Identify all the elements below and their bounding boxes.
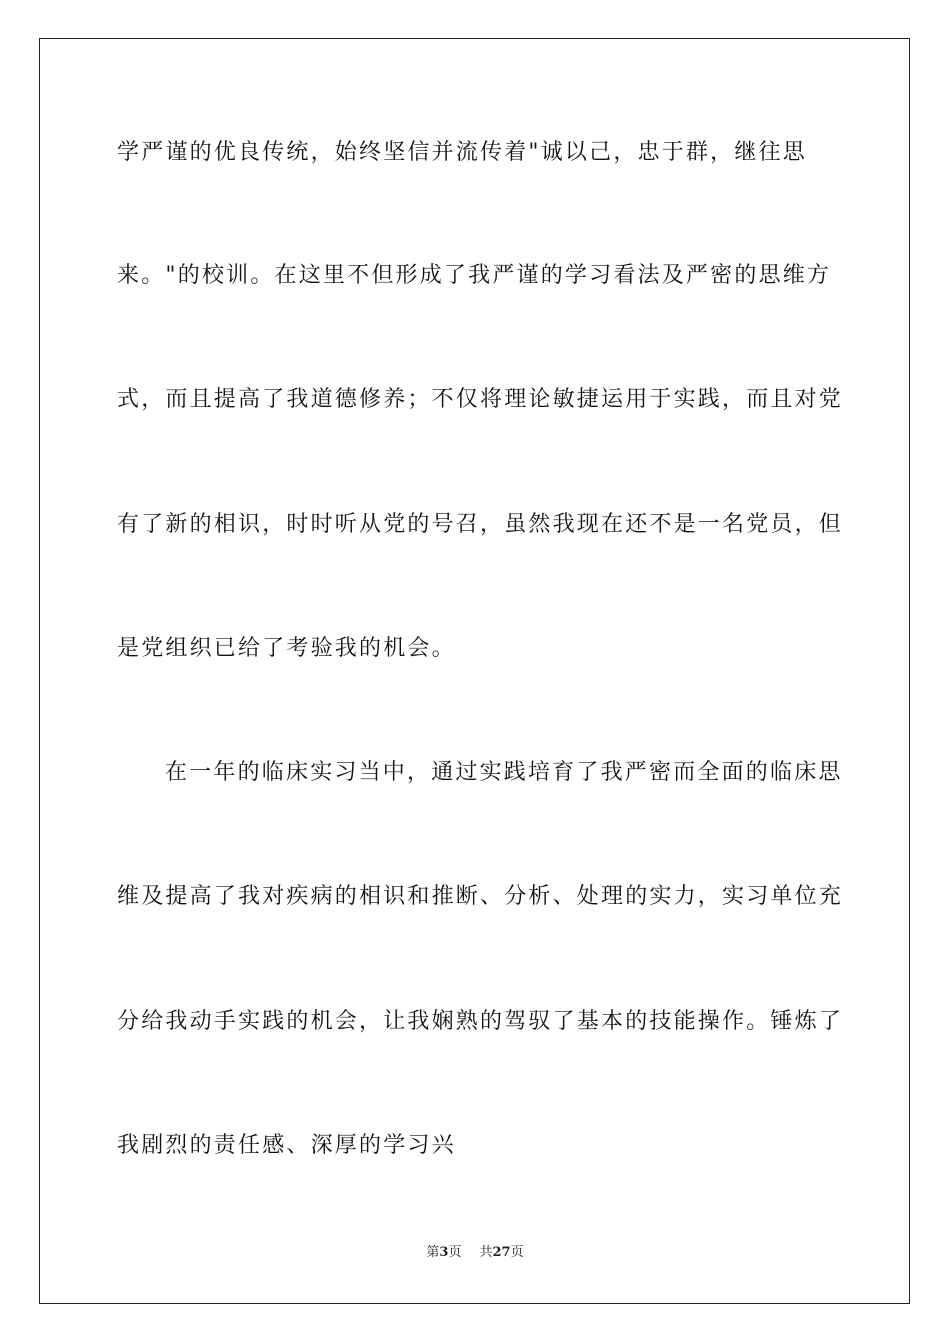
footer-total-pages: 27 xyxy=(492,1245,511,1260)
body-text-line-9: 我剧烈的责任感、深厚的学习兴 xyxy=(117,1133,456,1158)
page-footer xyxy=(0,1244,950,1262)
body-text-line-1: 学严谨的优良传统，始终坚信并流传着"诚以己，忠于群，继往思 xyxy=(117,140,807,165)
body-text-line-8: 分给我动手实践的机会，让我娴熟的驾驭了基本的技能操作。锤炼了 xyxy=(117,1009,844,1034)
footer-page-prefix: 第 xyxy=(426,1245,440,1260)
footer-total-prefix: 共 xyxy=(479,1245,493,1260)
page-border xyxy=(39,38,910,1304)
body-text-line-5: 是党组织已给了考验我的机会。 xyxy=(117,636,456,661)
body-text-line-6: 在一年的临床实习当中，通过实践培育了我严密而全面的临床思 xyxy=(165,760,843,785)
footer-page-suffix: 页 xyxy=(448,1245,462,1260)
body-text-line-4: 有了新的相识，时时听从党的号召，虽然我现在还不是一名党员，但 xyxy=(117,512,844,537)
body-text-line-2: 来。"的校训。在这里不但形成了我严谨的学习看法及严密的思维方 xyxy=(117,263,832,288)
footer-page-number: 3 xyxy=(439,1245,449,1260)
footer-total-suffix: 页 xyxy=(510,1245,524,1260)
body-text-line-3: 式，而且提高了我道德修养；不仅将理论敏捷运用于实践，而且对党 xyxy=(117,387,844,412)
body-text-line-7: 维及提高了我对疾病的相识和推断、分析、处理的实力，实习单位充 xyxy=(117,884,844,909)
